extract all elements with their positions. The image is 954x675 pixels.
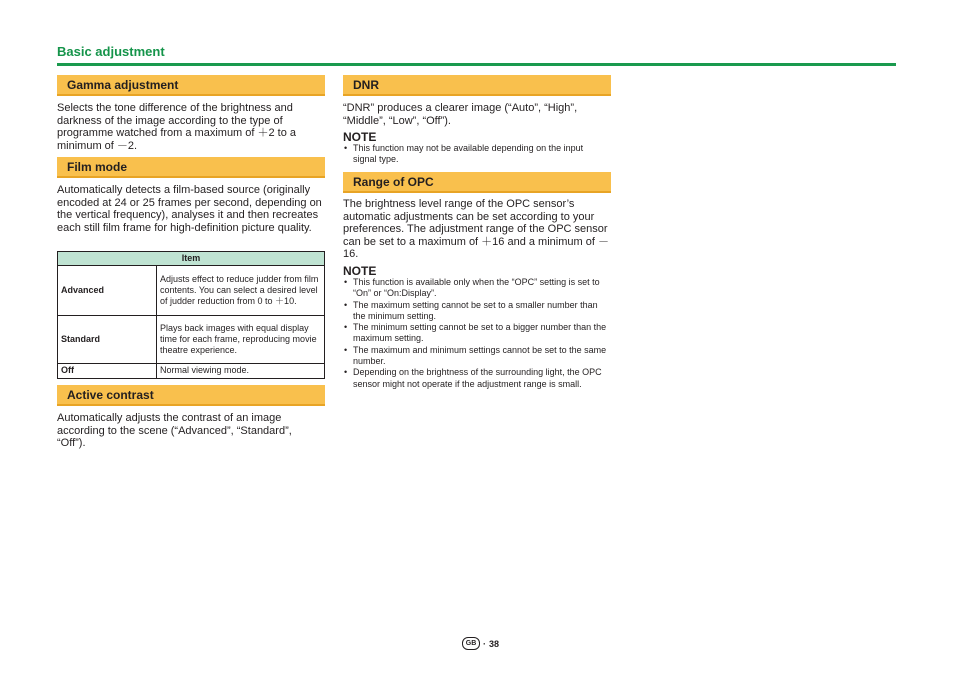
option-standard: Standard [58, 316, 157, 364]
bullet-icon: • [344, 367, 348, 378]
table-row [58, 266, 325, 316]
gamma-adjustment-heading: Gamma adjustment [57, 75, 325, 96]
bullet-icon: • [344, 277, 348, 287]
note-item [344, 277, 612, 300]
table-header-row [58, 252, 325, 266]
table-row [58, 316, 325, 364]
note-item [344, 300, 612, 323]
note-item [344, 345, 612, 368]
note-text: This function is available only when the “OPC” setting is set to “On” or “On:Display”. [353, 277, 600, 299]
bullet-icon: • [344, 299, 348, 310]
page-title: Basic adjustment [57, 44, 165, 59]
note-item [344, 367, 612, 390]
note-item [344, 322, 612, 345]
page-footer [462, 637, 499, 650]
dnr-heading: DNR [343, 75, 611, 96]
dnr-note-label: NOTE [343, 130, 377, 144]
bullet-icon: • [344, 322, 348, 333]
film-mode-heading: Film mode [57, 157, 325, 178]
region-gb-icon: GB [462, 637, 480, 650]
bullet-icon: • [344, 143, 348, 153]
option-advanced: Advanced [58, 266, 157, 316]
dnr-text: “DNR” produces a clearer image (“Auto”, “High”, “Middle”, “Low”, “Off”). [343, 102, 578, 127]
active-contrast-text: Automatically adjusts the contrast of an image according to the scene (“Advanced”, “Standard”, “Off”). [57, 412, 292, 449]
note-text: Depending on the brightness of the surrounding light, the OPC sensor might not operate if the adjustment range is small. [353, 367, 602, 389]
note-item [344, 143, 606, 166]
note-text: The minimum setting cannot be set to a bigger number than the maximum setting. [353, 322, 607, 344]
range-of-opc-heading: Range of OPC [343, 172, 611, 193]
page-separator: · [483, 638, 486, 649]
film-mode-table [57, 251, 325, 379]
table-row [58, 364, 325, 378]
opc-note-list [344, 277, 612, 390]
table-header-item: Item [58, 252, 325, 266]
option-off: Off [58, 364, 157, 378]
note-text: The maximum and minimum settings cannot be set to the same number. [353, 344, 607, 367]
title-divider [57, 63, 896, 66]
range-of-opc-text: The brightness level range of the OPC sensor’s automatic adjustments can be set according to your preferences. The adjustment range of the OPC sensor can be set to a maximum of ＋16 and a minimum of －16. [343, 198, 609, 260]
opc-note-label: NOTE [343, 264, 377, 278]
dnr-note-list [344, 143, 606, 166]
option-advanced-description: Adjusts effect to reduce judder from film contents. You can select a desired level of judder reduction from 0 to ＋10. [157, 266, 325, 316]
option-off-description: Normal viewing mode. [157, 364, 325, 378]
option-standard-description: Plays back images with equal display time for each frame, reproducing movie theatre experience. [157, 316, 325, 364]
note-text: The maximum setting cannot be set to a smaller number than the minimum setting. [353, 299, 598, 321]
gamma-adjustment-text: Selects the tone difference of the brightness and darkness of the image according to the type of programme watched from a maximum of ＋2 to a minimum of －2. [57, 102, 297, 152]
bullet-icon: • [344, 344, 348, 355]
film-mode-text: Automatically detects a film-based source (originally encoded at 24 or 25 frames per second, depending on the vertical frequency), analyses it and then recreates each still film frame for high-definition picture quality. [57, 184, 322, 234]
active-contrast-heading: Active contrast [57, 385, 325, 406]
note-text: This function may not be available depending on the input signal type. [353, 143, 584, 165]
page-number: 38 [489, 638, 500, 649]
